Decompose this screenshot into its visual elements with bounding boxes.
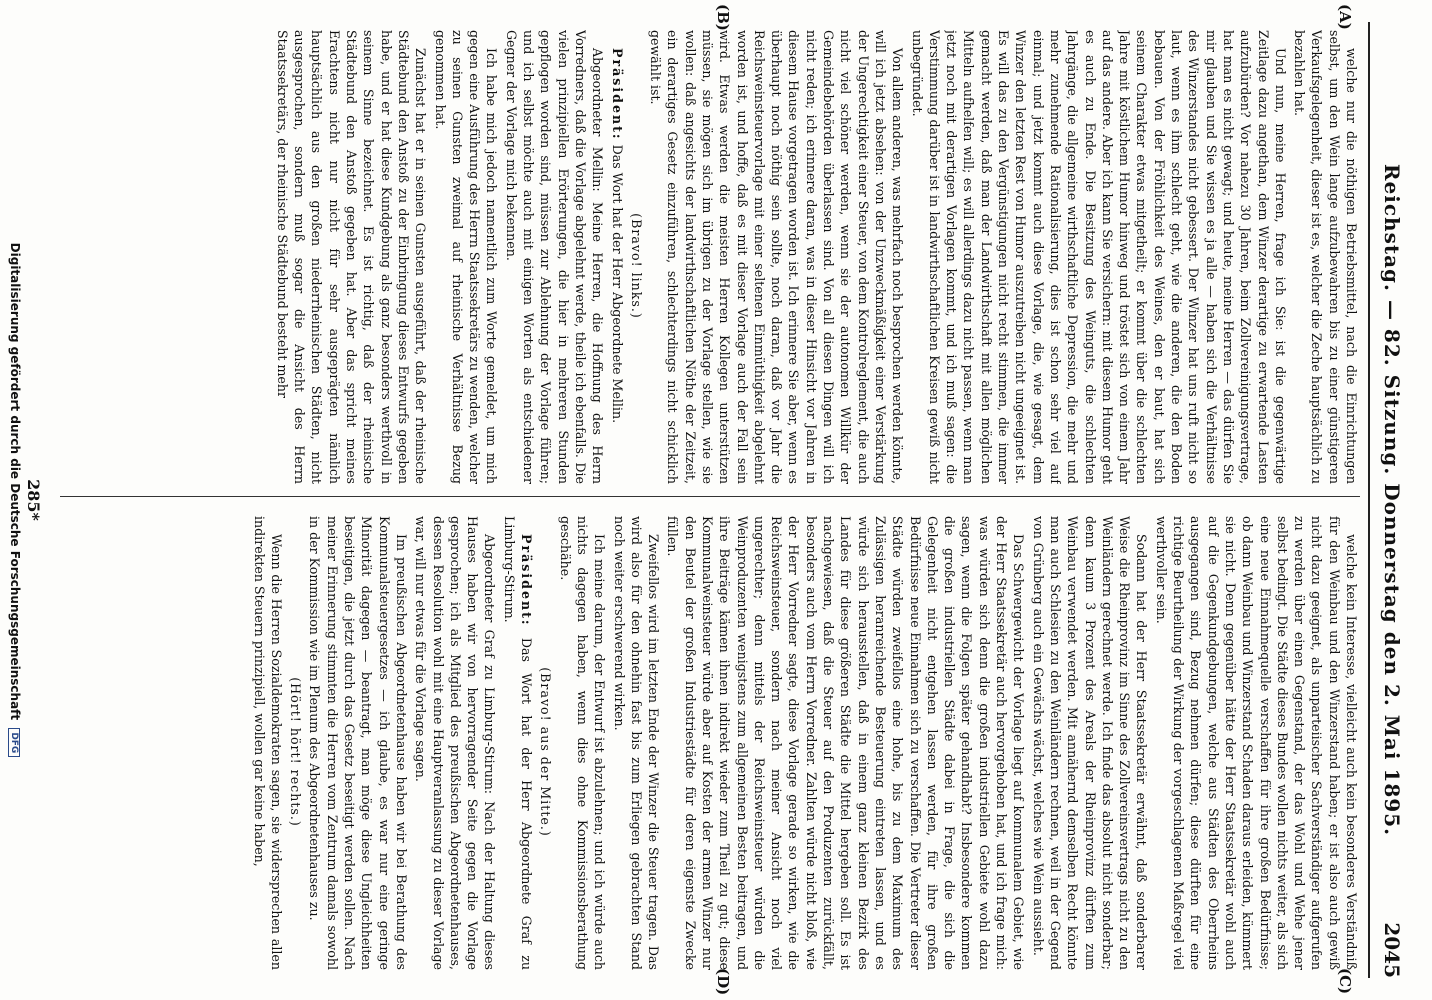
page-header <box>1368 22 1414 978</box>
credit-text: Digitalisierung gefördert durch die Deutsche Forschungsgemeinschaft <box>8 242 22 721</box>
dfg-logo: DFG <box>9 728 21 757</box>
margin-mark-d: (D) <box>714 968 732 996</box>
stage-direction: (Bravo! aus der Mitte.) <box>538 667 554 837</box>
paragraph: Sodann hat der Herr Staatssekretär erwähnt, daß sonderbarer Weise die Rheinprovinz im Sinne des Zollvereinsvertrags nicht zu den Weinländern gerechnet werde. Ich finde das absolut nicht sonderbar; denn kaum 3 Prozent des Areals der Rheinprovinz dürften zum Weinbau verwendet werden. Mit annähernd demselben Recht könnte man auch Schlesien zu den Weinländern rechnen, weil in der Gegend von Grünberg auch ein Gewächs wächst, welches wie Wein aussieht. <box>1030 516 1150 970</box>
speaker-name: Präsident: <box>609 48 625 141</box>
header-title: Reichstag. — 82. Sitzung. Donnerstag den 2. Mai 1895. <box>1380 163 1404 837</box>
speaker-name: Präsident: <box>519 534 535 627</box>
paragraph: Ich habe mich jedoch namentlich zum Worte gemeldet, um mich gegen eine Ausführung des Herrn Staatssekretärs zu wenden, welcher zu seinen Gunsten zweimal auf rheinische Verhältnisse Bezug genommen hat. <box>432 30 500 484</box>
paragraph: Im preußischen Abgeordnetenhause haben wir bei Berathung des Kommunalsteuergesetzes — ich glaube, es war nur eine geringe Minorität dagegen — beantragt, man möge diese Ungleichheiten beseitigen, die jetzt durch das Gesetz beseitigt werden sollen. Nach meiner Erinnerung stimmten die Herren vom Zentrum damals sowohl in der Kommission wie im Plenum des Abgeordnetenhauses zu. <box>307 516 409 970</box>
header-page-number: 2045 <box>1380 922 1404 978</box>
paragraph: Das Schwergewicht der Vorlage liegt auf kommunalem Gebiet, wie der Herr Staatssekretär auch hervorgehoben hat, und ich frage mich: was würden sich denn die großen industriellen Gebiete wohl dazu sagen, wenn die Folgen später gehandhabt? Insbesondere kommen die großen industriellen Städte dabei in Frage, die sich die Gelegenheit nicht entgehen lassen werden, für ihre großen Bedürfnisse neue Einnahmen sich zu verschaffen. Die Vertreter dieser Städte würden zweifellos eine hohe, bis zu dem Maximum des Zulässigen heranreichende Besteuerung eintreten lassen, und es würde sich herausstellen, daß in einem ganz kleinen Bezirk des Landes für diese größeren Städte die Mittel hergeben soll. Es ist nachgewiesen, daß die Steuer auf den Produzenten zurückfällt, besonders auch vom Herrn Vorredner. Zahlten würde nicht bloß, wie der Herr Vorredner sagte, diese Vorlage gerade so wirken, wie die Reichsweinsteuer, sondern nach meiner Ansicht noch viel ungerechter; denn mittels der Reichsweinsteuer würden die Weinproduzenten wenigstens zum allgemeinen Besten beitragen, und ihre Beiträge kämen ihnen indirekt wieder zum Theil zu gut; diese Kommunalweinsteuer würde aber auf Kosten der armen Winzer nur den Beutel der großen Industriestädte für deren eigenste Zwecke füllen. <box>665 516 1027 970</box>
margin-mark-b: (B) <box>714 4 732 31</box>
text-column-left <box>60 30 1360 484</box>
digitization-credit <box>8 0 22 1000</box>
paragraph: Und nun, meine Herren, frage ich Sie: ist die gegenwärtige Zeitlage dazu angethan, dem Winzer derartige zu erwartende Lasten aufzubürden? Vor nahezu 30 Jahren, beim Zollvereinigungsvertrage, hat man es nicht gewagt; und heute, meine Herren — das dürfen Sie mir glauben und Sie wissen es ja alle — haben sich die Verhältnisse des Winzerstandes nicht gebessert. Der Winzer hat uns ruft nicht so laut, wenn es ihm schlecht geht, wie die anderen, die den Boden bebauen. Von der Fröhlichkeit des Weines, den er baut, hat sich seinem Charakter etwas mitgetheilt; er kommt über die schlechten Jahre mit köstlichem Humor hinweg und tröstet sich von einem Jahr auf das andere. Aber ich kann Sie versichern: mit diesem Humor geht es auch zu Ende. Die Besitzung des Weinguts, die schlechten Jahrgänge, die allgemeine wirthschaftliche Depression, die mehr und mehr zunehmende Rationalisierung, dies ist schon sehr viel auf einmal; und jetzt kommt auch diese Vorlage, die, wie gesagt, dem Winzer den letzten Rest von Humor auszutreiben nicht ungeeignet ist. Es will das zu den Vergünstigungen nicht recht stimmen, die immer gemacht werden, daß man der Landwirthschaft mit allen möglichen Mitteln aufhelfen will; es will allerdings dazu nicht passen, wenn man jetzt noch mit derartigen Vorlagen kommt, und ich muß sagen: die Verstimmung darüber ist in landwirthschaftlichen Kreisen gewiß nicht unbegründet. <box>909 30 1288 484</box>
paragraph: Ich meine darum, der Entwurf ist abzulehnen; und ich würde auch nichts dagegen haben, wenn dies ohne Kommissionsberathung geschähe. <box>557 516 608 970</box>
paragraph: Zweifellos wird im letzten Ende der Winzer die Steuer tragen. Das wird also für den ohnehin fast bis zum Erliegen gebrachten Stand noch weiter erschwerend wirken. <box>611 516 662 970</box>
stage-direction: (Hört! hört! rechts.) <box>288 677 304 827</box>
margin-mark-a: (A) <box>1336 4 1354 30</box>
speaker-text: Das Wort hat der Herr Abgeordnete Graf zu Limburg-Stirum. <box>501 516 535 970</box>
paragraph: Abgeordneter Graf zu Limburg-Stirum: Nach der Haltung dieses Hauses haben wir von hervorragender Seite gegen die Vorlage gesprochen; ich als Mitglied des preußischen Abgeordnetenhauses, dessen Resolution wohl mit eine Hauptveranlassung zu dieser Vorlage war, will nur etwas für die Vorlage sagen. <box>413 516 498 970</box>
page-footer <box>24 0 43 1000</box>
column-divider <box>60 496 1360 497</box>
paragraph: Zunächst hat er in seinen Gunsten ausgeführt, daß der rheinische Städtebund den Anstoß zu der Einbringung dieses Entwurfs gegeben habe, und er hat diese Kundgebung als ganz besonders werthvoll in seinem Sinne bezeichnet. Es ist richtig, daß der rheinische Städtebund den Anstoß gegeben hat. Aber das spricht meines Erachtens nicht nur nicht für sehr ausgeprägten nämlich hauptsächlich aus den großen niederrheinischen Städten, nicht ausgesprochen, sondern muß sogar die Ansicht des Herrn Staatssekretärs, der rheinische Städtebund besteht mehr <box>274 30 429 484</box>
speaker-paragraph <box>500 516 535 970</box>
margin-mark-c: (C) <box>1336 968 1354 995</box>
speaker-paragraph <box>608 30 625 484</box>
stage-direction: (Bravo! links.) <box>628 213 644 319</box>
paragraph: welche nur die nöthigen Betriebsmittel, nach die Einrichtungen selbst, um den Wein lange aufzubewahren bis zu einer günstigeren Verkaufsgelegenheit, dieser ist es, welcher die Zeche hauptsächlich zu bezahlen hat. <box>1292 30 1359 484</box>
folio-signature: 285* <box>24 479 43 521</box>
text-column-right <box>60 516 1360 970</box>
paragraph: Von allem anderen, was mehrfach noch besprochen werden könnte, will ich jetzt absehen: von der Unzweckmäßigkeit einer Verstärkung der Ungerechtigkeit einer Steuer, von dem Kontrolreglement, die auch nicht viel schöner werden, wenn sie der autonomen Willkür der Gemeindebehörden überlassen sind. Von all diesen Dingen will ich nicht reden; ich erinnere daran, was in dieser Hinsicht vor Jahren in diesem Hause vorgetragen worden ist. Ich erinnere Sie aber, wenn es überhaupt noch nöthig sein sollte, noch daran, daß vor Jahr die Reichsweinsteuervorlage mit einer seltenen Einmüthigkeit abgelehnt worden ist, und hoffe, daß es mit dieser Vorlage auch der Fall sein wird. Etwas werden die meisten Herren Kollegen unterstützen müssen, sie mögen sich im übrigen zu der Vorlage stellen, wie sie wollen: daß angesichts der landwirthschaftlichen Nöthe der Zeitzeit, ein derartiges Gesetz einzuführen, schlechterdings nicht schicklich gewählt ist. <box>648 30 906 484</box>
speaker-text: Das Wort hat der Herr Abgeordnete Mellin. <box>609 144 625 424</box>
paragraph: Wenn die Herren Sozialdemokraten sagen, sie widersprechen allen indirekten Steuern prinzipiell, wollen gar keine haben, <box>251 516 284 970</box>
paragraph: Abgeordneter Mellin: Meine Herren, die Hoffnung des Herrn Vorredners, daß die Vorlage abgelehnt werde, theile ich ebenfalls. Die vielen prinzipiellen Erörterungen, die hier in mehreren Stunden gepflogen worden sind, müssen zur Ablehnung der Vorlage führen; und ich selbst möchte auch mit einigen Worten als entschiedener Gegner der Vorlage mich bekennen. <box>503 30 606 484</box>
paragraph: welche kein Interesse, vielleicht auch kein besonderes Verständniß für den Weinbau und den Winzerstand haben; er ist also auch gewiß nicht dazu geeignet, als unparteiischer Sachverständiger aufgerufen zu werden über einen Gegenstand, der das Wohl und Wehe jener selbst bedingt. Die Städte dieses Bundes wollen nichts weiter, als sich eine neue Einnahmequelle verschaffen für ihre großen Bedürfnisse; ob dann Weinbau und Winzerstand Schaden daraus erleiden, kümmert sie nicht. Denn gegenüber hätte der Herr Staatssekretär wohl auch auf die Gegenkundgebungen, welche aus Städten des Oberrheins ausgegangen sind, Bezug nehmen dürfen; diese dürften für eine richtige Beurtheilung der Wirkung der vorgeschlagenen Maßregel viel werthvoller sein. <box>1153 516 1359 970</box>
